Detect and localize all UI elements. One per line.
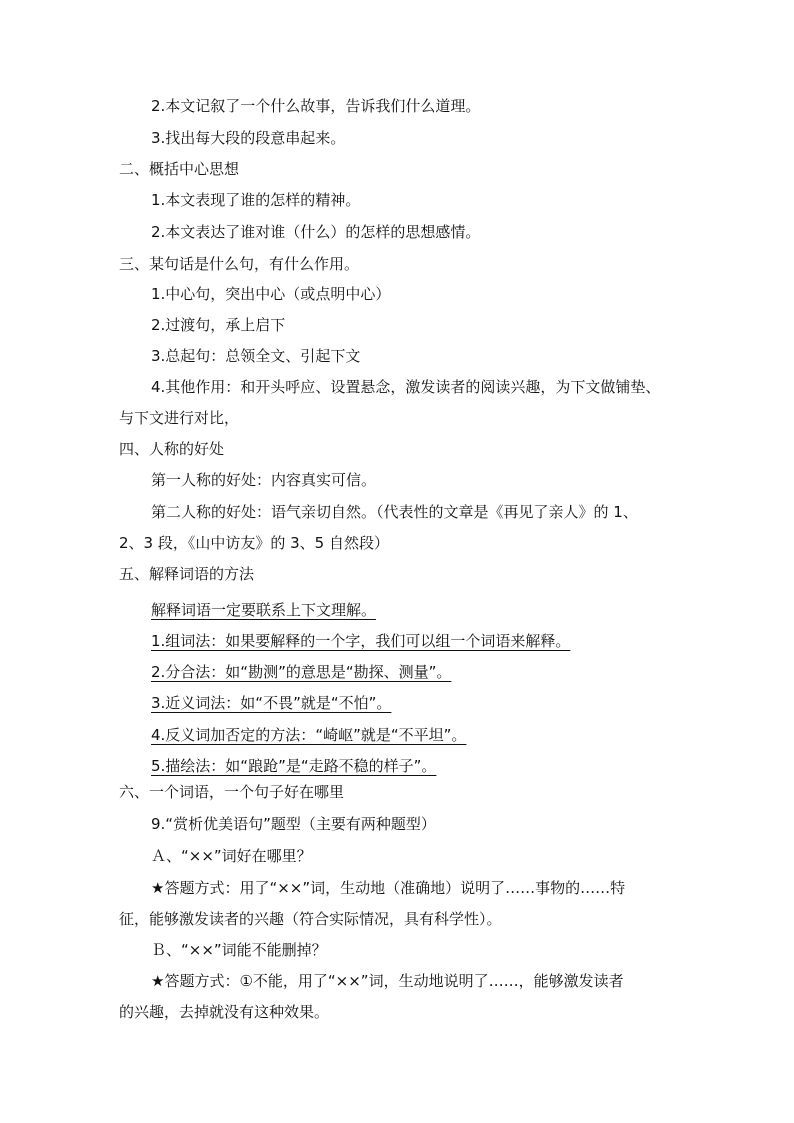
paragraph: 第一人称的好处：内容真实可信。 [151,471,377,489]
answer-method-line-continued: 征，能够激发读者的兴趣（符合实际情况，具有科学性）。 [119,910,502,928]
underlined-line: 解释词语一定要联系上下文理解。 [151,601,377,619]
underlined-line: 3.近义词法：如“不畏”就是“不怕”。 [151,694,392,712]
answer-method-line: ★答题方式：用了“××”词，生动地（准确地）说明了……事物的……特 [151,879,626,897]
section-heading-4: 四、人称的好处 [119,440,225,458]
paragraph-continued: 2、3 段，《山中访友》的 3、5 自然段） [119,534,389,552]
answer-method-line-continued: 的兴趣，去掉就没有这种效果。 [119,1003,330,1021]
paragraph: Ｂ、“××”词能不能删掉？ [151,941,327,959]
section-heading-6: 六、一个词语，一个句子好在哪里 [119,783,345,801]
list-item: 2.过渡句，承上启下 [151,316,286,334]
answer-method-line: ★答题方式：①不能，用了“××”词，生动地说明了……，能够激发读者 [151,972,624,990]
list-item: 3.总起句：总领全文、引起下文 [151,347,361,365]
underlined-line: 4.反义词加否定的方法：“崎岖”就是“不平坦”。 [151,726,467,744]
paragraph: Ａ、“××”词好在哪里？ [151,847,312,865]
section-heading-2: 二、概括中心思想 [119,160,240,178]
question-item-3: 3.找出每大段的段意串起来。 [151,129,346,147]
list-item: 1.中心句，突出中心（或点明中心） [151,285,391,303]
question-item-2: 2.本文记叙了一个什么故事，告诉我们什么道理。 [151,97,481,115]
underlined-line: 1.组词法：如果要解释的一个字，我们可以组一个词语来解释。 [151,632,571,650]
section-heading-5: 五、解释词语的方法 [119,565,255,583]
paragraph: 9.“赏析优美语句”题型（主要有两种题型） [151,815,436,833]
paragraph: 第二人称的好处：语气亲切自然。（代表性的文章是《再见了亲人》的 1、 [151,503,638,521]
section-heading-3: 三、某句话是什么句，有什么作用。 [119,255,360,273]
list-item: 1.本文表现了谁的怎样的精神。 [151,191,361,209]
list-item: 2.本文表达了谁对谁（什么）的怎样的思想感情。 [151,223,481,241]
underlined-line: 2.分合法：如“勘测”的意思是“勘探、测量”。 [151,663,452,681]
list-item: 4.其他作用：和开头呼应、设置悬念，激发读者的阅读兴趣，为下文做铺垫、 [151,378,661,396]
list-item-continued: 与下文进行对比， [119,409,240,427]
underlined-line: 5.描绘法：如“踉跄”是“走路不稳的样子”。 [151,757,437,775]
